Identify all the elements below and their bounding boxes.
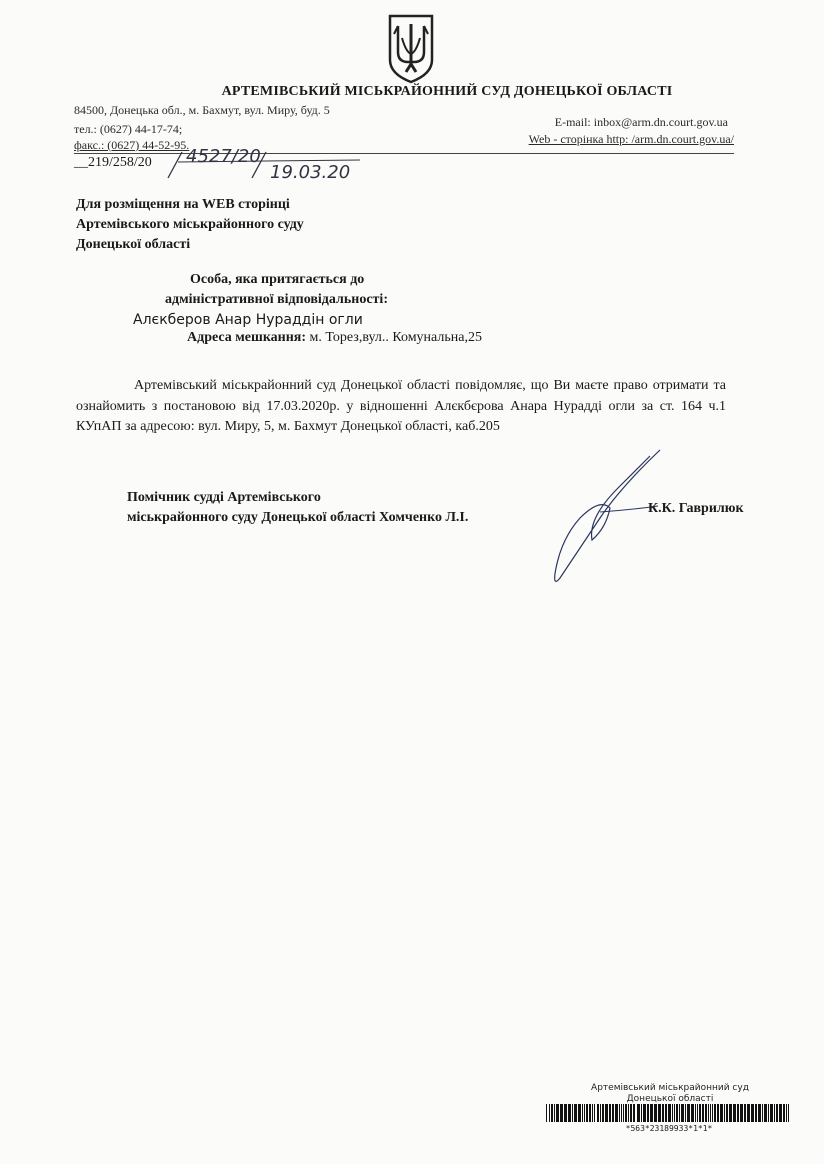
barcode-bar <box>600 1104 601 1122</box>
person-heading-line-2: адміністративної відповідальності: <box>165 292 388 307</box>
trident-coat-of-arms-icon <box>386 12 436 84</box>
barcode-bar <box>776 1104 778 1122</box>
barcode-bar <box>647 1104 649 1122</box>
barcode-bar <box>676 1104 678 1122</box>
assistant-block <box>127 488 468 528</box>
barcode-bar <box>633 1104 635 1122</box>
barcode-bar <box>729 1104 732 1122</box>
barcode-bar <box>619 1104 620 1122</box>
handwritten-date: 19.03.20 <box>270 162 351 183</box>
barcode-bar <box>602 1104 604 1122</box>
court-address: 84500, Донецька обл., м. Бахмут, вул. Миру, буд. 5 <box>74 103 330 117</box>
barcode-bar <box>625 1104 627 1122</box>
barcode-bar <box>710 1104 711 1122</box>
court-phone: тел.: (0627) 44-17-74; <box>74 122 183 136</box>
barcode-bar <box>584 1104 585 1122</box>
residence-label: Адреса мешкання: <box>187 330 307 345</box>
barcode-bar <box>641 1104 642 1122</box>
barcode-bar <box>770 1104 773 1122</box>
barcode-bar <box>695 1104 696 1122</box>
barcode-bar <box>702 1104 704 1122</box>
barcode-bar <box>697 1104 698 1122</box>
person-heading <box>165 270 388 310</box>
barcode-bar <box>654 1104 657 1122</box>
barcode-bar <box>783 1104 785 1122</box>
court-name: АРТЕМІВСЬКИЙ МІСЬКРАЙОННИЙ СУД ДОНЕЦЬКОЇ ОБЛАСТІ <box>221 84 673 99</box>
barcode-bar <box>672 1104 673 1122</box>
person-name: Алєкберов Анар Нураддін огли <box>133 312 363 328</box>
barcode <box>546 1104 792 1122</box>
barcode-bar <box>586 1104 588 1122</box>
person-heading-line-1: Особа, яка притягається до <box>190 272 365 287</box>
notice-body <box>76 376 726 438</box>
barcode-bar <box>665 1104 667 1122</box>
barcode-bar <box>546 1104 547 1122</box>
recipient-line-1: Для розміщення на WEB сторінці <box>76 197 290 212</box>
barcode-bar <box>726 1104 728 1122</box>
barcode-bar <box>592 1104 593 1122</box>
assistant-line-2: міськрайонного суду Донецької області Хомченко Л.І. <box>127 510 469 525</box>
barcode-bar <box>621 1104 622 1122</box>
barcode-bar <box>564 1104 567 1122</box>
court-email: E-mail: inbox@arm.dn.court.gov.ua <box>554 115 728 129</box>
barcode-bar <box>687 1104 690 1122</box>
barcode-bar <box>554 1104 555 1122</box>
barcode-bar <box>788 1104 789 1122</box>
residence-value: м. Торез,вул.. Комунальна,25 <box>306 330 482 345</box>
barcode-bar <box>578 1104 581 1122</box>
barcode-bar <box>705 1104 707 1122</box>
barcode-bar <box>658 1104 661 1122</box>
barcode-bar <box>712 1104 713 1122</box>
handwritten-reference <box>160 148 370 188</box>
barcode-bar <box>551 1104 553 1122</box>
barcode-number: *563*23189933*1*1* <box>625 1124 713 1133</box>
recipient-line-3: Донецької області <box>76 237 191 252</box>
barcode-bar <box>768 1104 769 1122</box>
barcode-bar <box>717 1104 719 1122</box>
barcode-bar <box>744 1104 746 1122</box>
signer-name: К.К. Гаврилюк <box>648 501 744 516</box>
handwritten-outgoing-number: 4527/20 <box>186 146 261 167</box>
barcode-bar <box>699 1104 701 1122</box>
barcode-bar <box>572 1104 573 1122</box>
barcode-bar <box>758 1104 761 1122</box>
barcode-bar <box>674 1104 675 1122</box>
barcode-bar <box>623 1104 624 1122</box>
barcode-bar <box>594 1104 595 1122</box>
barcode-bar <box>549 1104 550 1122</box>
assistant-line-1: Помічник судді Артемівського <box>127 490 321 505</box>
court-website: Web - сторінка http: /arm.dn.court.gov.ua/ <box>528 132 734 146</box>
handwritten-signature <box>540 448 670 588</box>
barcode-bar <box>779 1104 782 1122</box>
barcode-bar <box>720 1104 723 1122</box>
court-fax: факс.: (0627) 44-52-95. <box>74 138 190 152</box>
barcode-bar <box>786 1104 787 1122</box>
barcode-bar <box>597 1104 599 1122</box>
barcode-bar <box>714 1104 716 1122</box>
barcode-bar <box>589 1104 591 1122</box>
stamp-court-line-1: Артемівський міськрайонний суд <box>591 1083 749 1093</box>
barcode-bar <box>737 1104 739 1122</box>
barcode-bar <box>630 1104 632 1122</box>
barcode-bar <box>685 1104 686 1122</box>
barcode-bar <box>662 1104 664 1122</box>
barcode-bar <box>560 1104 563 1122</box>
barcode-bar <box>679 1104 680 1122</box>
stamp-court-line-2: Донецької області <box>626 1094 714 1104</box>
barcode-bar <box>605 1104 608 1122</box>
recipient-line-2: Артемівського міськрайонного суду <box>76 217 304 232</box>
barcode-bar <box>643 1104 646 1122</box>
barcode-bar <box>724 1104 725 1122</box>
barcode-bar <box>612 1104 614 1122</box>
barcode-bar <box>650 1104 653 1122</box>
barcode-bar <box>762 1104 763 1122</box>
incoming-stamp <box>560 1083 780 1105</box>
barcode-bar <box>556 1104 559 1122</box>
barcode-bar <box>747 1104 750 1122</box>
barcode-bar <box>574 1104 577 1122</box>
barcode-bar <box>733 1104 736 1122</box>
barcode-bar <box>637 1104 640 1122</box>
barcode-bar <box>755 1104 757 1122</box>
barcode-bar <box>691 1104 694 1122</box>
barcode-bar <box>582 1104 583 1122</box>
notice-paragraph: Артемівський міськрайонний суд Донецької області повідомляє, що Ви маєте право отримати та ознайомить з постановою від 17.03.2020р. у відношенні Алєкбєрова Анара Нураддi огли за ст. 164 ч.1 КУпАП за адресою: вул. Миру, 5, м. Бахмут Донецької області, каб.205 <box>76 378 726 434</box>
barcode-bar <box>609 1104 611 1122</box>
barcode-bar <box>615 1104 618 1122</box>
barcode-bar <box>751 1104 754 1122</box>
barcode-bar <box>764 1104 767 1122</box>
barcode-bar <box>708 1104 709 1122</box>
registration-number: __219/258/20 <box>74 155 152 170</box>
barcode-bar <box>628 1104 629 1122</box>
barcode-bar <box>668 1104 671 1122</box>
recipient-block <box>76 195 304 255</box>
barcode-bar <box>740 1104 743 1122</box>
barcode-bar <box>681 1104 684 1122</box>
barcode-bar <box>568 1104 571 1122</box>
residence-line <box>187 330 482 346</box>
barcode-bar <box>774 1104 775 1122</box>
